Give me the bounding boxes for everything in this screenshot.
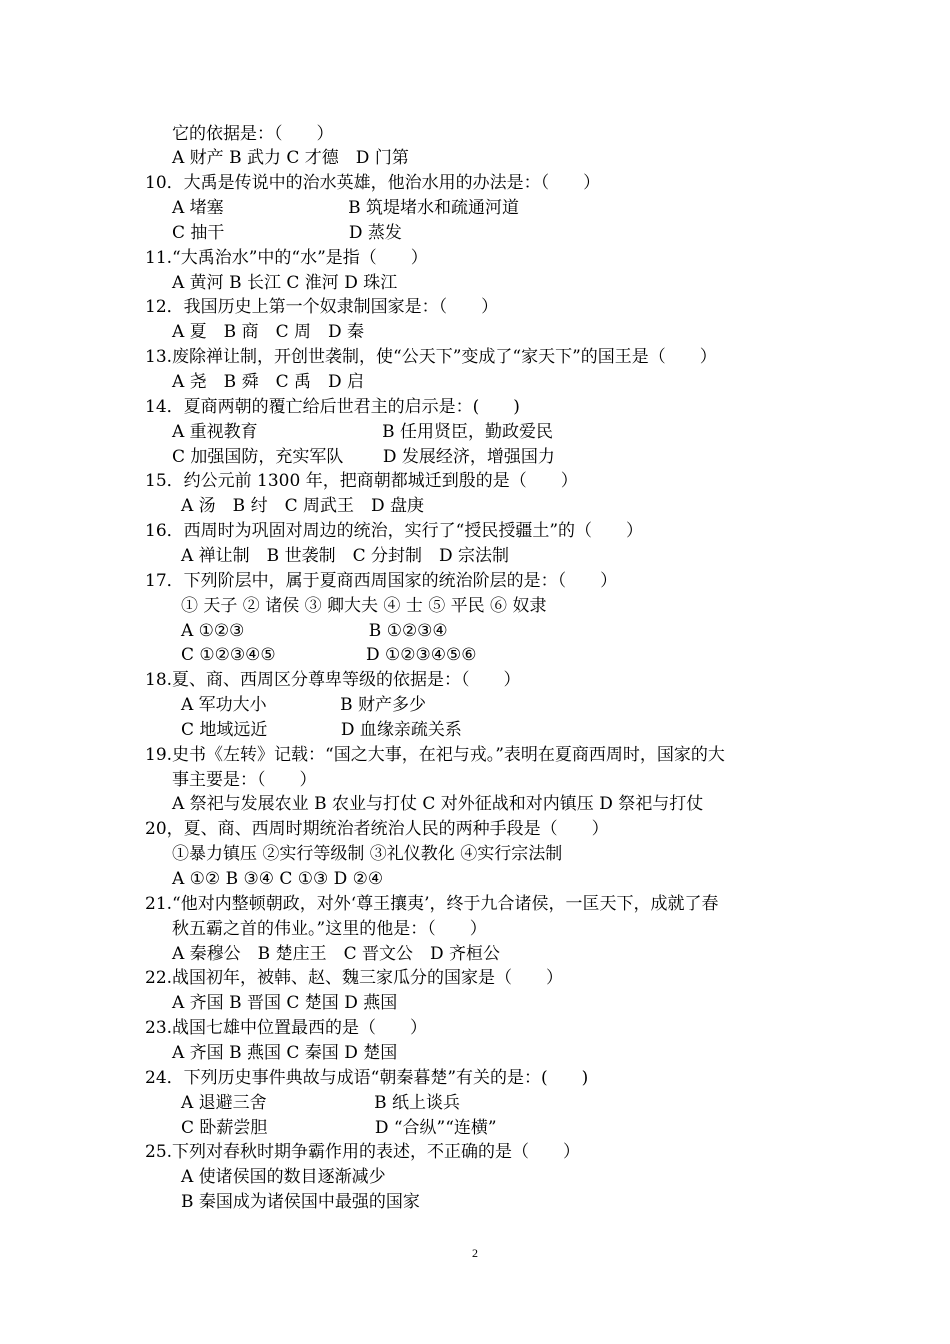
- text-line: 19.史书《左转》记载：“国之大事，在祀与戎。”表明在夏商西周时，国家的大: [145, 744, 725, 765]
- text-line: 18.夏、商、西周区分尊卑等级的依据是：（ ）: [145, 670, 521, 691]
- text-line: C 卧薪尝胆 D “合纵”“连横”: [181, 1117, 497, 1138]
- text-line: 秋五霸之首的伟业。”这里的他是：（ ）: [172, 918, 487, 939]
- text-line: A 夏 B 商 C 周 D 秦: [172, 322, 365, 343]
- page-number: 2: [472, 1246, 478, 1260]
- text-line: A 堵塞 B 筑堤堵水和疏通河道: [172, 198, 519, 219]
- text-line: 25.下列对春秋时期争霸作用的表述，不正确的是（ ）: [145, 1142, 581, 1163]
- text-line: 20，夏、商、西周时期统治者统治人民的两种手段是（ ）: [145, 819, 609, 840]
- text-line: 它的依据是：（ ）: [172, 123, 334, 144]
- text-line: 事主要是：（ ）: [172, 769, 317, 790]
- text-line: A 齐国 B 燕国 C 秦国 D 楚国: [172, 1042, 398, 1063]
- text-line: A 尧 B 舜 C 禹 D 启: [172, 372, 365, 392]
- text-line: A 重视教育 B 任用贤臣，勤政爱民: [172, 421, 553, 442]
- text-line: A 禅让制 B 世袭制 C 分封制 D 宗法制: [181, 545, 510, 566]
- text-line: A ①② B ③④ C ①③ D ②④: [172, 869, 384, 889]
- text-line: A 祭祀与发展农业 B 农业与打仗 C 对外征战和对内镇压 D 祭祀与打仗: [172, 794, 704, 815]
- text-line: 16．西周时为巩固对周边的统治，实行了“授民授疆土”的（ ）: [145, 521, 644, 542]
- text-line: 21.“他对内整顿朝政，对外‘尊王攘夷’，终于九合诸侯，一匡天下，成就了春: [145, 893, 719, 914]
- text-line: 15．约公元前 1300 年，把商朝都城迁到殷的是（ ）: [145, 471, 578, 492]
- text-line: A 军功大小 B 财产多少: [181, 695, 426, 716]
- text-line: C 加强国防，充实军队 D 发展经济，增强国力: [172, 446, 555, 467]
- text-line: A 财产 B 武力 C 才德 D 门第: [172, 148, 409, 169]
- text-line: 17．下列阶层中，属于夏商西周国家的统治阶层的是：（ ）: [145, 570, 618, 591]
- text-line: C ①②③④⑤ D ①②③④⑤⑥: [181, 645, 477, 666]
- text-line: C 抽干 D 蒸发: [172, 222, 402, 243]
- text-line: A 汤 B 纣 C 周武王 D 盘庚: [181, 496, 425, 517]
- text-line: 24．下列历史事件典故与成语“朝秦暮楚”有关的是：( ): [145, 1067, 589, 1088]
- text-line: 23.战国七雄中位置最西的是（ ）: [145, 1018, 428, 1039]
- text-line: A 黄河 B 长江 C 淮河 D 珠江: [172, 272, 398, 293]
- text-line: A 使诸侯国的数目逐渐减少: [181, 1167, 386, 1188]
- text-line: A 秦穆公 B 楚庄王 C 晋文公 D 齐桓公: [172, 943, 501, 964]
- text-line: A 齐国 B 晋国 C 楚国 D 燕国: [172, 993, 398, 1014]
- text-line: A ①②③ B ①②③④: [181, 620, 448, 641]
- text-line: 14．夏商两朝的覆亡给后世君主的启示是：( ): [145, 396, 520, 417]
- text-line: ①暴力镇压 ②实行等级制 ③礼仪教化 ④实行宗法制: [172, 844, 563, 865]
- text-line: 12．我国历史上第一个奴隶制国家是：（ ）: [145, 297, 499, 318]
- text-line: B 秦国成为诸侯国中最强的国家: [181, 1192, 420, 1213]
- text-line: 13.废除禅让制，开创世袭制，使“公天下”变成了“家天下”的国王是（ ）: [145, 347, 717, 368]
- text-line: 22.战国初年，被韩、赵、魏三家瓜分的国家是（ ）: [145, 968, 564, 989]
- text-line: 11.“大禹治水”中的“水”是指（ ）: [145, 247, 428, 268]
- text-line: A 退避三舍 B 纸上谈兵: [181, 1092, 460, 1113]
- text-line: C 地域远近 D 血缘亲疏关系: [181, 719, 462, 740]
- text-line: ① 天子 ② 诸侯 ③ 卿大夫 ④ 士 ⑤ 平民 ⑥ 奴隶: [181, 595, 547, 616]
- text-line: 10．大禹是传说中的治水英雄，他治水用的办法是：（ ）: [145, 173, 601, 194]
